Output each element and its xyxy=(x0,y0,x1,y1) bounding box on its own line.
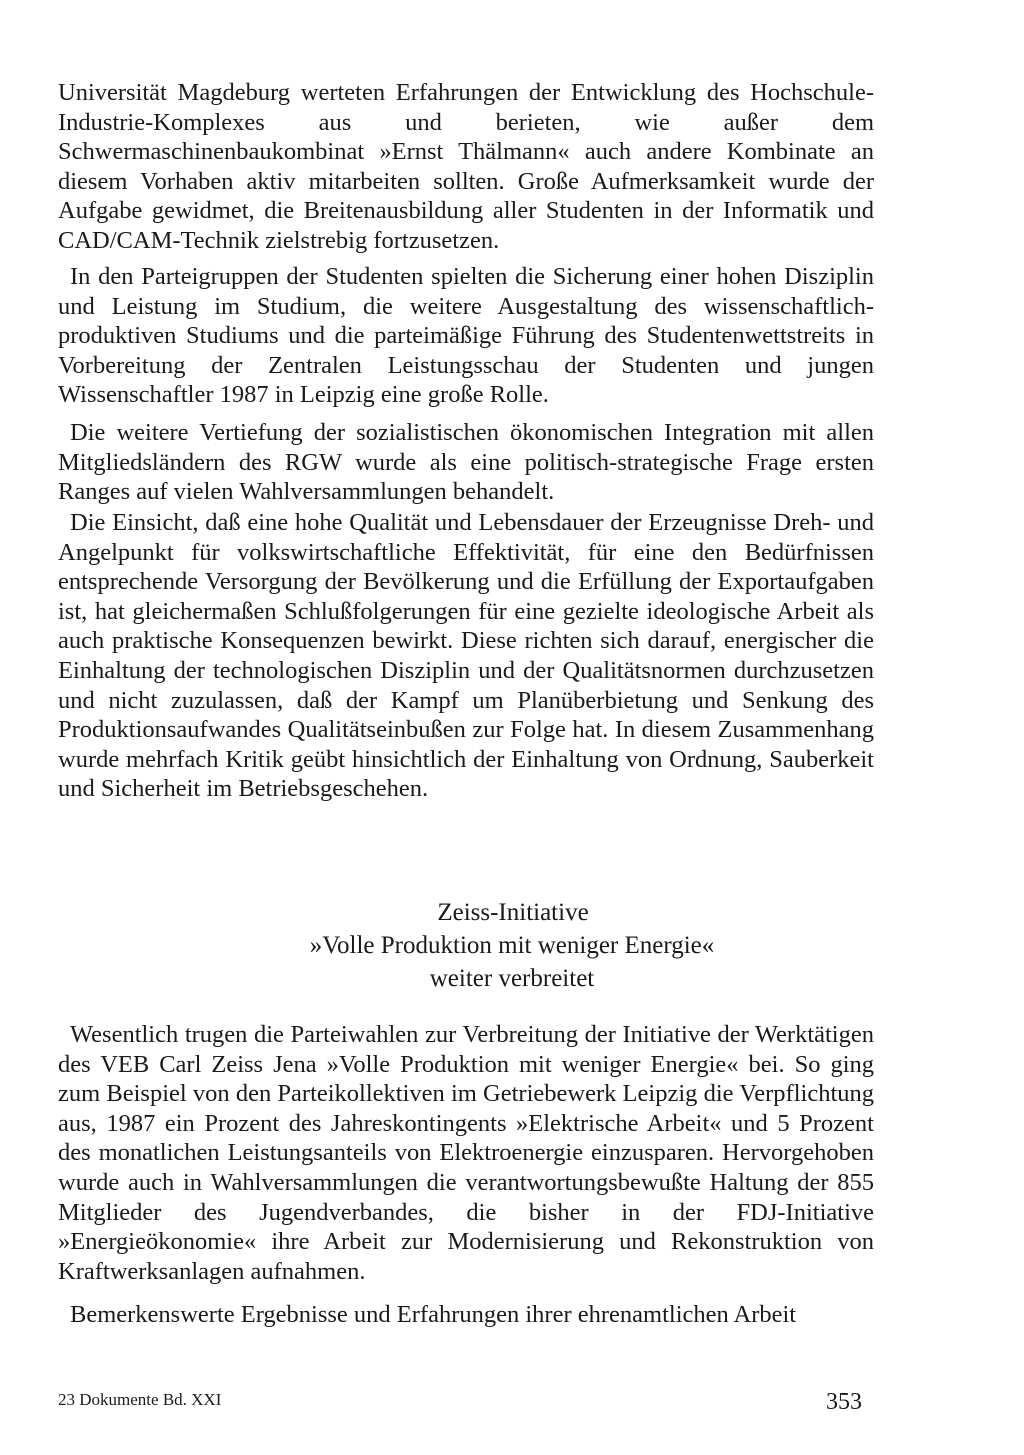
page-number: 353 xyxy=(826,1389,862,1415)
paragraph-rgw-integration: Die weitere Vertiefung der sozialistischen ökonomischen Integration mit allen Mitgliedsländern des RGW wurde als eine politisch-strategische Frage ersten Ranges auf vielen Wahlversammlungen behandelt. xyxy=(58,419,874,506)
paragraph-continuation: Universität Magdeburg werteten Erfahrungen der Entwicklung des Hochschule-Industrie-Komplexes aus und berieten, wie außer dem Schwermaschinenbaukombinat »Ernst Thälmann« auch andere Kombinate an diesem Vorhaben aktiv mitarbeiten sollten. Große Aufmerksamkeit wurde der Aufgabe gewidmet, die Breitenausbildung aller Studenten in der Informatik und CAD/CAM-Technik zielstrebig fortzusetzen. xyxy=(58,79,874,254)
section-heading xyxy=(0,896,1024,995)
paragraph-zeiss-initiative: Wesentlich trugen die Parteiwahlen zur Verbreitung der Initiative der Werktätigen des VEB Carl Zeiss Jena »Volle Produktion mit weniger Energie« bei. So ging zum Beispiel von den Parteikollektiven im Getriebewerk Leipzig die Verpflichtung aus, 1987 ein Prozent des Jahreskontingents »Elektrische Arbeit« und 5 Prozent des monatlichen Leistungsanteils von Elektroenergie einzusparen. Hervorgehoben wurde auch in Wahlversammlungen die verantwortungsbewußte Haltung der 855 Mitglieder des Jugendverbandes, die bisher in der FDJ-Initiative »Energieökonomie« ihre Arbeit zur Modernisierung und Rekonstruktion von Kraftwerksanlagen aufnahmen. xyxy=(58,1021,874,1285)
paragraph-student-groups: In den Parteigruppen der Studenten spielten die Sicherung einer hohen Disziplin und Leistung im Studium, die weitere Ausgestaltung des wissenschaftlich-produktiven Studiums und die parteimäßige Führung des Studentenwettstreits in Vorbereitung der Zentralen Leistungsschau der Studenten und jungen Wissenschaftler 1987 in Leipzig eine große Rolle. xyxy=(58,263,874,409)
heading-line-3: weiter verbreitet xyxy=(429,965,595,992)
paragraph-quality: Die Einsicht, daß eine hohe Qualität und Lebensdauer der Erzeugnisse Dreh- und Angelpunkt für volkswirtschaftliche Effektivität, für eine den Bedürfnissen entsprechende Versorgung der Bevölkerung und die Erfüllung der Exportaufgaben ist, hat gleichermaßen Schlußfolgerungen für eine gezielte ideologische Arbeit als auch praktische Konsequenzen bewirkt. Diese richten sich darauf, energischer die Einhaltung der technologischen Disziplin und der Qualitätsnormen durchzusetzen und nicht zuzulassen, daß der Kampf um Planüberbietung und Senkung des Produktionsaufwandes Qualitätseinbußen zur Folge hat. In diesem Zusammenhang wurde mehrfach Kritik geübt hinsichtlich der Einhaltung von Ordnung, Sauberkeit und Sicherheit im Betriebsgeschehen. xyxy=(58,509,874,803)
heading-line-2: »Volle Produktion mit weniger Energie« xyxy=(309,932,715,959)
paragraph-honorary-work: Bemerkenswerte Ergebnisse und Erfahrungen ihrer ehrenamtlichen Arbeit xyxy=(70,1301,797,1328)
heading-line-1: Zeiss-Initiative xyxy=(437,899,589,926)
signature-mark: 23 Dokumente Bd. XXI xyxy=(58,1390,222,1409)
